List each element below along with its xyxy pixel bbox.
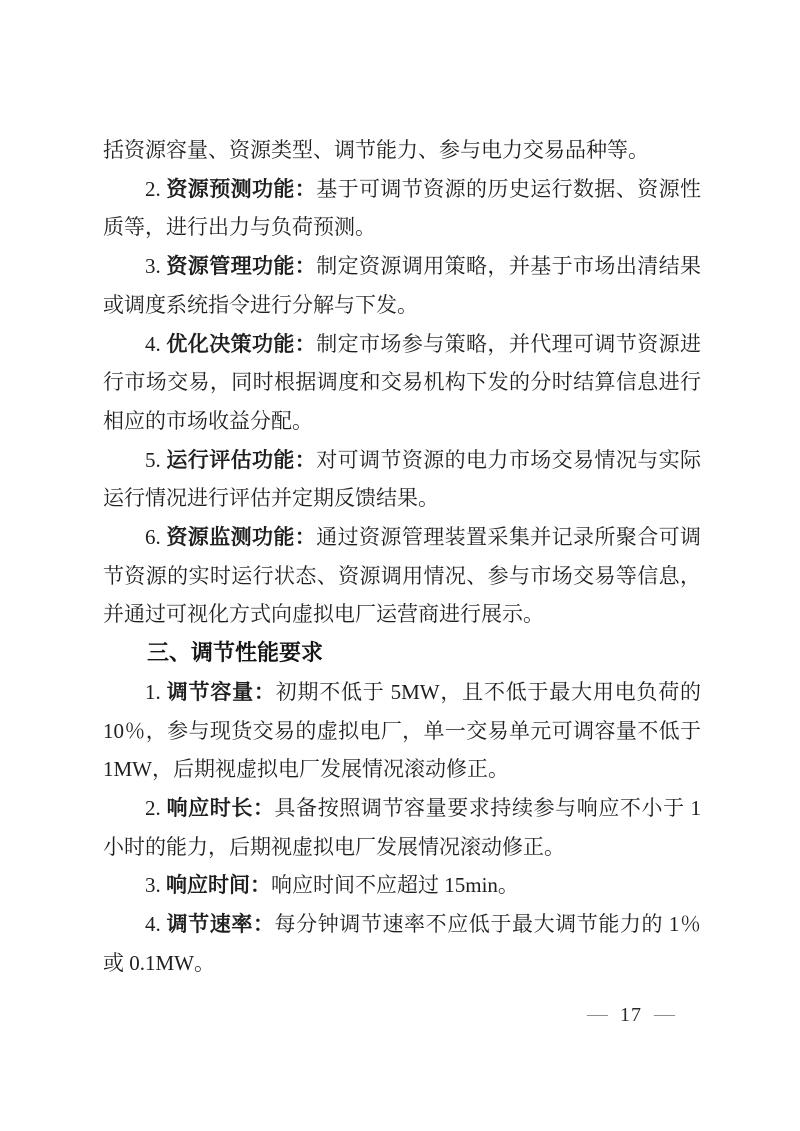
document-body (103, 131, 701, 982)
text-run: 对可调节资源的电力市场交易情况与实际运行情况进行评估并定期反馈结果。 (103, 447, 702, 511)
text-run: 6. (145, 525, 167, 550)
paragraph (103, 866, 701, 905)
text-run: 4. (145, 912, 167, 937)
term-label: 优化决策功能： (166, 331, 317, 356)
term-label: 调节容量： (166, 679, 276, 704)
text-run: 3. (145, 254, 167, 279)
paragraph (103, 905, 701, 982)
term-label: 响应时长： (166, 795, 275, 820)
text-run: 基于可调节资源的历史运行数据、资源性质等，进行出力与负荷预测。 (103, 176, 702, 240)
page-footer (588, 1002, 674, 1028)
paragraph (103, 673, 701, 789)
term-label: 三、调节性能要求 (147, 640, 324, 666)
text-run: 响应时间不应超过 15min。 (271, 873, 519, 898)
text-run: 2. (145, 795, 167, 820)
text-run: 制定市场参与策略，并代理可调节资源进行市场交易，同时根据调度和交易机构下发的分时结算信息进行相应的市场收益分配。 (103, 331, 702, 433)
term-label: 运行评估功能： (166, 447, 317, 472)
footer-dash-right: — (654, 1004, 675, 1025)
term-label: 资源管理功能： (166, 254, 317, 279)
paragraph (103, 170, 701, 247)
footer-dash-left: — (587, 1004, 608, 1025)
term-label: 调节速率： (166, 912, 275, 937)
text-run: 初期不低于 5MW，且不低于最大用电负荷的 10％，参与现货交易的虚拟电厂，单一交易单元可调容量不低于 1MW，后期视虚拟电厂发展情况滚动修正。 (103, 679, 701, 782)
text-run: 4. (145, 331, 167, 356)
text-run: 1. (145, 679, 167, 704)
paragraph (103, 131, 701, 170)
text-run: 5. (145, 447, 167, 472)
page-number: 17 (620, 1004, 642, 1026)
paragraph (103, 441, 701, 518)
text-run: 通过资源管理装置采集并记录所聚合可调节资源的实时运行状态、资源调用情况、参与市场交易等信息，并通过可视化方式向虚拟电厂运营商进行展示。 (103, 525, 702, 627)
text-run: 制定资源调用策略，并基于市场出清结果或调度系统指令进行分解与下发。 (103, 254, 702, 317)
text-run: 括资源容量、资源类型、调节能力、参与电力交易品种等。 (103, 138, 649, 162)
text-run: 具备按照调节容量要求持续参与响应不小于 1 小时的能力，后期视虚拟电厂发展情况滚动修正。 (103, 795, 702, 859)
text-run: 每分钟调节速率不应低于最大调节能力的 1％或 0.1MW。 (103, 912, 702, 975)
term-label: 资源监测功能： (166, 525, 317, 550)
paragraph (103, 789, 701, 866)
text-run: 3. (145, 873, 166, 898)
paragraph (103, 325, 701, 441)
paragraph (103, 247, 701, 324)
term-label: 响应时间： (166, 873, 271, 898)
paragraph (103, 518, 701, 634)
term-label: 资源预测功能： (166, 176, 317, 201)
text-run: 2. (145, 176, 167, 201)
section-heading (103, 634, 701, 673)
